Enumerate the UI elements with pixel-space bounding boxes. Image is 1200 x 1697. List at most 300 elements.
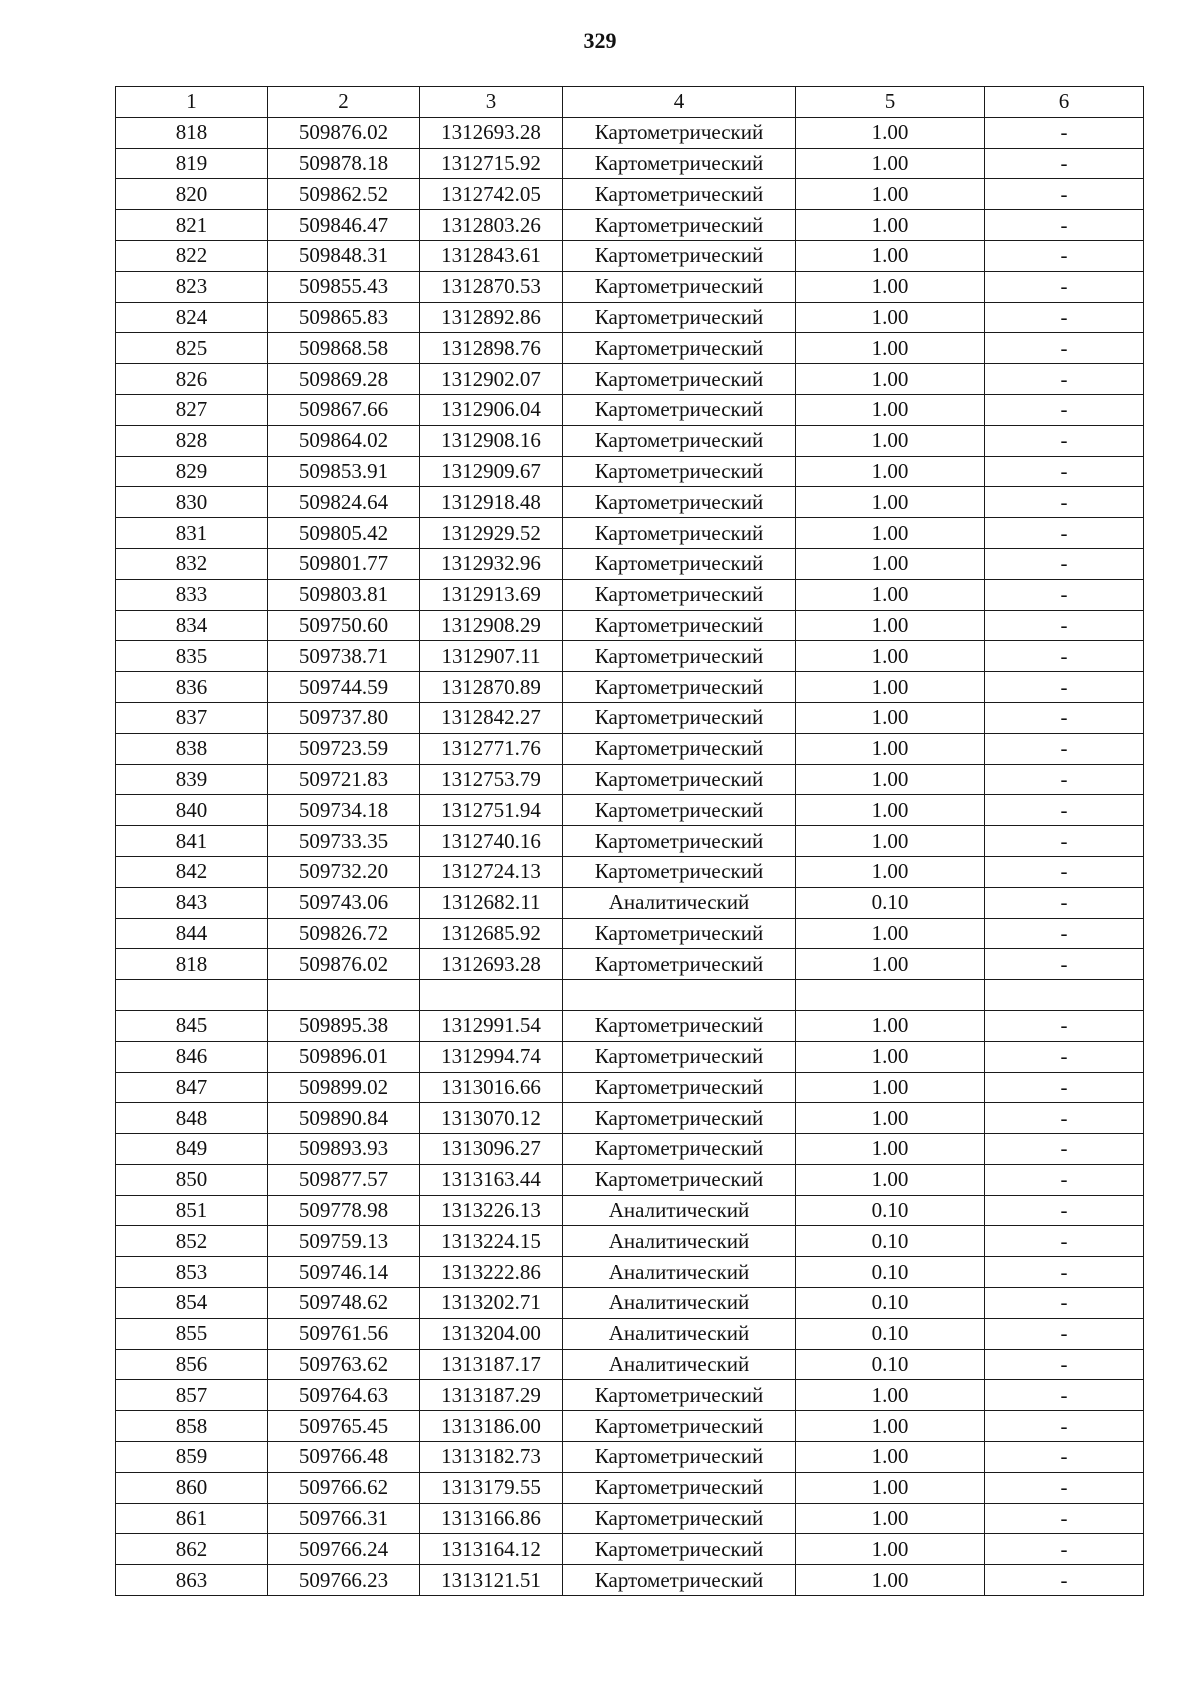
y-coordinate-cell: 1313182.73 [420, 1442, 563, 1473]
point-number-cell: 836 [116, 672, 268, 703]
table-row [116, 548, 1144, 579]
accuracy-cell: 1.00 [796, 1010, 985, 1041]
y-coordinate-cell: 1313224.15 [420, 1226, 563, 1257]
x-coordinate-cell: 509734.18 [268, 795, 420, 826]
x-coordinate-cell: 509765.45 [268, 1411, 420, 1442]
method-cell: Картометрический [563, 1442, 796, 1473]
point-number-cell: 818 [116, 117, 268, 148]
x-coordinate-cell: 509744.59 [268, 672, 420, 703]
accuracy-cell: 1.00 [796, 1565, 985, 1596]
column-header: 4 [563, 87, 796, 118]
note-cell: - [985, 1318, 1144, 1349]
method-cell: Картометрический [563, 518, 796, 549]
note-cell: - [985, 1195, 1144, 1226]
y-coordinate-cell: 1313187.17 [420, 1349, 563, 1380]
note-cell: - [985, 1349, 1144, 1380]
accuracy-cell: 1.00 [796, 1534, 985, 1565]
note-cell: - [985, 1010, 1144, 1041]
x-coordinate-cell: 509763.62 [268, 1349, 420, 1380]
accuracy-cell: 1.00 [796, 579, 985, 610]
note-cell: - [985, 548, 1144, 579]
x-coordinate-cell: 509877.57 [268, 1164, 420, 1195]
table-row [116, 1134, 1144, 1165]
note-cell [985, 980, 1144, 1011]
table-row [116, 918, 1144, 949]
point-number-cell: 822 [116, 240, 268, 271]
y-coordinate-cell [420, 980, 563, 1011]
accuracy-cell: 1.00 [796, 518, 985, 549]
y-coordinate-cell: 1312929.52 [420, 518, 563, 549]
table-row [116, 1472, 1144, 1503]
point-number-cell: 847 [116, 1072, 268, 1103]
method-cell: Картометрический [563, 795, 796, 826]
y-coordinate-cell: 1312906.04 [420, 394, 563, 425]
note-cell: - [985, 1072, 1144, 1103]
point-number-cell: 845 [116, 1010, 268, 1041]
y-coordinate-cell: 1312742.05 [420, 179, 563, 210]
x-coordinate-cell: 509732.20 [268, 856, 420, 887]
table-row [116, 887, 1144, 918]
x-coordinate-cell: 509899.02 [268, 1072, 420, 1103]
method-cell: Картометрический [563, 1565, 796, 1596]
note-cell: - [985, 456, 1144, 487]
method-cell: Аналитический [563, 887, 796, 918]
point-number-cell: 834 [116, 610, 268, 641]
column-header: 3 [420, 87, 563, 118]
note-cell: - [985, 1226, 1144, 1257]
accuracy-cell: 1.00 [796, 702, 985, 733]
y-coordinate-cell: 1312907.11 [420, 641, 563, 672]
note-cell: - [985, 1164, 1144, 1195]
point-number-cell: 859 [116, 1442, 268, 1473]
note-cell: - [985, 887, 1144, 918]
table-row [116, 1534, 1144, 1565]
table-row [116, 1072, 1144, 1103]
accuracy-cell: 0.10 [796, 887, 985, 918]
note-cell: - [985, 333, 1144, 364]
accuracy-cell: 1.00 [796, 1380, 985, 1411]
table-row [116, 826, 1144, 857]
accuracy-cell: 1.00 [796, 1472, 985, 1503]
x-coordinate-cell: 509733.35 [268, 826, 420, 857]
note-cell: - [985, 1442, 1144, 1473]
method-cell: Картометрический [563, 148, 796, 179]
x-coordinate-cell: 509723.59 [268, 733, 420, 764]
table-row [116, 1565, 1144, 1596]
y-coordinate-cell: 1313164.12 [420, 1534, 563, 1565]
note-cell: - [985, 518, 1144, 549]
table-row [116, 394, 1144, 425]
table-row [116, 1288, 1144, 1319]
note-cell: - [985, 148, 1144, 179]
note-cell: - [985, 1380, 1144, 1411]
table-body [116, 117, 1144, 1595]
x-coordinate-cell: 509895.38 [268, 1010, 420, 1041]
y-coordinate-cell: 1313016.66 [420, 1072, 563, 1103]
point-number-cell: 826 [116, 364, 268, 395]
accuracy-cell: 1.00 [796, 795, 985, 826]
table-row [116, 425, 1144, 456]
method-cell: Картометрический [563, 456, 796, 487]
y-coordinate-cell: 1312751.94 [420, 795, 563, 826]
method-cell: Картометрический [563, 179, 796, 210]
y-coordinate-cell: 1313204.00 [420, 1318, 563, 1349]
method-cell: Картометрический [563, 1041, 796, 1072]
y-coordinate-cell: 1312918.48 [420, 487, 563, 518]
table-row [116, 1195, 1144, 1226]
accuracy-cell: 1.00 [796, 1134, 985, 1165]
note-cell: - [985, 764, 1144, 795]
column-header: 2 [268, 87, 420, 118]
accuracy-cell: 1.00 [796, 148, 985, 179]
table-row [116, 1226, 1144, 1257]
accuracy-cell: 0.10 [796, 1195, 985, 1226]
x-coordinate-cell: 509878.18 [268, 148, 420, 179]
accuracy-cell: 1.00 [796, 764, 985, 795]
method-cell: Картометрический [563, 333, 796, 364]
y-coordinate-cell: 1312902.07 [420, 364, 563, 395]
note-cell: - [985, 210, 1144, 241]
column-header: 5 [796, 87, 985, 118]
table-row [116, 1257, 1144, 1288]
table-row [116, 210, 1144, 241]
accuracy-cell: 1.00 [796, 826, 985, 857]
table-row [116, 610, 1144, 641]
accuracy-cell: 1.00 [796, 333, 985, 364]
table-row [116, 179, 1144, 210]
y-coordinate-cell: 1312908.29 [420, 610, 563, 641]
x-coordinate-cell: 509876.02 [268, 949, 420, 980]
y-coordinate-cell: 1313187.29 [420, 1380, 563, 1411]
x-coordinate-cell: 509846.47 [268, 210, 420, 241]
point-number-cell: 861 [116, 1503, 268, 1534]
x-coordinate-cell: 509766.48 [268, 1442, 420, 1473]
method-cell: Картометрический [563, 1103, 796, 1134]
column-header: 1 [116, 87, 268, 118]
point-number-cell: 855 [116, 1318, 268, 1349]
note-cell: - [985, 425, 1144, 456]
table-header-row [116, 87, 1144, 118]
note-cell: - [985, 610, 1144, 641]
x-coordinate-cell: 509721.83 [268, 764, 420, 795]
note-cell: - [985, 364, 1144, 395]
note-cell: - [985, 487, 1144, 518]
method-cell: Картометрический [563, 364, 796, 395]
note-cell: - [985, 302, 1144, 333]
method-cell: Картометрический [563, 826, 796, 857]
note-cell: - [985, 240, 1144, 271]
x-coordinate-cell [268, 980, 420, 1011]
table-row [116, 487, 1144, 518]
y-coordinate-cell: 1313179.55 [420, 1472, 563, 1503]
point-number-cell: 828 [116, 425, 268, 456]
method-cell: Картометрический [563, 425, 796, 456]
method-cell: Аналитический [563, 1195, 796, 1226]
method-cell [563, 980, 796, 1011]
y-coordinate-cell: 1312898.76 [420, 333, 563, 364]
accuracy-cell: 1.00 [796, 856, 985, 887]
note-cell: - [985, 1288, 1144, 1319]
x-coordinate-cell: 509766.62 [268, 1472, 420, 1503]
method-cell: Картометрический [563, 1134, 796, 1165]
accuracy-cell: 1.00 [796, 1411, 985, 1442]
table-row [116, 1010, 1144, 1041]
accuracy-cell: 1.00 [796, 179, 985, 210]
x-coordinate-cell: 509805.42 [268, 518, 420, 549]
point-number-cell: 846 [116, 1041, 268, 1072]
accuracy-cell: 1.00 [796, 302, 985, 333]
y-coordinate-cell: 1313096.27 [420, 1134, 563, 1165]
table-row [116, 641, 1144, 672]
table-row [116, 302, 1144, 333]
x-coordinate-cell: 509766.31 [268, 1503, 420, 1534]
method-cell: Картометрический [563, 702, 796, 733]
accuracy-cell: 0.10 [796, 1318, 985, 1349]
y-coordinate-cell: 1312693.28 [420, 949, 563, 980]
point-number-cell: 858 [116, 1411, 268, 1442]
accuracy-cell: 0.10 [796, 1257, 985, 1288]
y-coordinate-cell: 1312870.89 [420, 672, 563, 703]
table-row [116, 117, 1144, 148]
table-row [116, 1380, 1144, 1411]
table-row [116, 672, 1144, 703]
accuracy-cell: 1.00 [796, 548, 985, 579]
note-cell: - [985, 1565, 1144, 1596]
y-coordinate-cell: 1313202.71 [420, 1288, 563, 1319]
x-coordinate-cell: 509848.31 [268, 240, 420, 271]
accuracy-cell: 1.00 [796, 456, 985, 487]
note-cell: - [985, 1257, 1144, 1288]
y-coordinate-cell: 1313166.86 [420, 1503, 563, 1534]
method-cell: Картометрический [563, 548, 796, 579]
note-cell: - [985, 1041, 1144, 1072]
x-coordinate-cell: 509750.60 [268, 610, 420, 641]
point-number-cell: 854 [116, 1288, 268, 1319]
note-cell: - [985, 117, 1144, 148]
accuracy-cell: 0.10 [796, 1226, 985, 1257]
method-cell: Картометрический [563, 240, 796, 271]
point-number-cell [116, 980, 268, 1011]
accuracy-cell: 1.00 [796, 1503, 985, 1534]
point-number-cell: 850 [116, 1164, 268, 1195]
note-cell: - [985, 1103, 1144, 1134]
x-coordinate-cell: 509824.64 [268, 487, 420, 518]
accuracy-cell: 1.00 [796, 672, 985, 703]
method-cell: Картометрический [563, 579, 796, 610]
table-row [116, 456, 1144, 487]
note-cell: - [985, 271, 1144, 302]
x-coordinate-cell: 509761.56 [268, 1318, 420, 1349]
coordinates-table [115, 86, 1144, 1596]
accuracy-cell: 1.00 [796, 1072, 985, 1103]
point-number-cell: 823 [116, 271, 268, 302]
accuracy-cell: 1.00 [796, 240, 985, 271]
point-number-cell: 862 [116, 1534, 268, 1565]
y-coordinate-cell: 1313226.13 [420, 1195, 563, 1226]
accuracy-cell: 1.00 [796, 394, 985, 425]
accuracy-cell: 1.00 [796, 364, 985, 395]
x-coordinate-cell: 509893.93 [268, 1134, 420, 1165]
point-number-cell: 860 [116, 1472, 268, 1503]
y-coordinate-cell: 1312685.92 [420, 918, 563, 949]
accuracy-cell: 1.00 [796, 610, 985, 641]
point-number-cell: 831 [116, 518, 268, 549]
x-coordinate-cell: 509803.81 [268, 579, 420, 610]
y-coordinate-cell: 1312771.76 [420, 733, 563, 764]
note-cell: - [985, 918, 1144, 949]
table-row [116, 702, 1144, 733]
x-coordinate-cell: 509862.52 [268, 179, 420, 210]
note-cell: - [985, 826, 1144, 857]
y-coordinate-cell: 1312753.79 [420, 764, 563, 795]
y-coordinate-cell: 1312870.53 [420, 271, 563, 302]
accuracy-cell [796, 980, 985, 1011]
method-cell: Картометрический [563, 394, 796, 425]
table-row [116, 980, 1144, 1011]
x-coordinate-cell: 509748.62 [268, 1288, 420, 1319]
table-row [116, 764, 1144, 795]
x-coordinate-cell: 509864.02 [268, 425, 420, 456]
point-number-cell: 833 [116, 579, 268, 610]
method-cell: Аналитический [563, 1257, 796, 1288]
method-cell: Картометрический [563, 1380, 796, 1411]
x-coordinate-cell: 509778.98 [268, 1195, 420, 1226]
table-row [116, 271, 1144, 302]
table-row [116, 364, 1144, 395]
note-cell: - [985, 179, 1144, 210]
point-number-cell: 835 [116, 641, 268, 672]
y-coordinate-cell: 1312843.61 [420, 240, 563, 271]
accuracy-cell: 1.00 [796, 1442, 985, 1473]
column-header: 6 [985, 87, 1144, 118]
note-cell: - [985, 1472, 1144, 1503]
accuracy-cell: 1.00 [796, 271, 985, 302]
x-coordinate-cell: 509890.84 [268, 1103, 420, 1134]
point-number-cell: 837 [116, 702, 268, 733]
table-row [116, 1103, 1144, 1134]
method-cell: Картометрический [563, 672, 796, 703]
table-row [116, 795, 1144, 826]
note-cell: - [985, 733, 1144, 764]
x-coordinate-cell: 509766.24 [268, 1534, 420, 1565]
table-row [116, 733, 1144, 764]
point-number-cell: 842 [116, 856, 268, 887]
point-number-cell: 857 [116, 1380, 268, 1411]
method-cell: Картометрический [563, 1010, 796, 1041]
x-coordinate-cell: 509867.66 [268, 394, 420, 425]
y-coordinate-cell: 1312842.27 [420, 702, 563, 733]
y-coordinate-cell: 1313186.00 [420, 1411, 563, 1442]
point-number-cell: 838 [116, 733, 268, 764]
page-number: 329 [583, 28, 617, 53]
point-number-cell: 843 [116, 887, 268, 918]
point-number-cell: 832 [116, 548, 268, 579]
accuracy-cell: 1.00 [796, 1041, 985, 1072]
note-cell: - [985, 579, 1144, 610]
y-coordinate-cell: 1312724.13 [420, 856, 563, 887]
x-coordinate-cell: 509855.43 [268, 271, 420, 302]
accuracy-cell: 1.00 [796, 641, 985, 672]
y-coordinate-cell: 1312932.96 [420, 548, 563, 579]
y-coordinate-cell: 1312682.11 [420, 887, 563, 918]
x-coordinate-cell: 509759.13 [268, 1226, 420, 1257]
table-row [116, 1503, 1144, 1534]
x-coordinate-cell: 509869.28 [268, 364, 420, 395]
method-cell: Аналитический [563, 1349, 796, 1380]
x-coordinate-cell: 509764.63 [268, 1380, 420, 1411]
point-number-cell: 830 [116, 487, 268, 518]
method-cell: Картометрический [563, 1472, 796, 1503]
note-cell: - [985, 795, 1144, 826]
y-coordinate-cell: 1312913.69 [420, 579, 563, 610]
accuracy-cell: 1.00 [796, 1103, 985, 1134]
method-cell: Аналитический [563, 1226, 796, 1257]
point-number-cell: 853 [116, 1257, 268, 1288]
x-coordinate-cell: 509737.80 [268, 702, 420, 733]
accuracy-cell: 1.00 [796, 949, 985, 980]
table-row [116, 856, 1144, 887]
note-cell: - [985, 1534, 1144, 1565]
method-cell: Картометрический [563, 764, 796, 795]
accuracy-cell: 0.10 [796, 1349, 985, 1380]
point-number-cell: 818 [116, 949, 268, 980]
table-row [116, 333, 1144, 364]
point-number-cell: 844 [116, 918, 268, 949]
note-cell: - [985, 856, 1144, 887]
point-number-cell: 851 [116, 1195, 268, 1226]
method-cell: Картометрический [563, 117, 796, 148]
accuracy-cell: 0.10 [796, 1288, 985, 1319]
x-coordinate-cell: 509868.58 [268, 333, 420, 364]
table-row [116, 518, 1144, 549]
note-cell: - [985, 702, 1144, 733]
accuracy-cell: 1.00 [796, 918, 985, 949]
point-number-cell: 840 [116, 795, 268, 826]
note-cell: - [985, 394, 1144, 425]
y-coordinate-cell: 1312803.26 [420, 210, 563, 241]
point-number-cell: 841 [116, 826, 268, 857]
method-cell: Картометрический [563, 302, 796, 333]
note-cell: - [985, 641, 1144, 672]
x-coordinate-cell: 509738.71 [268, 641, 420, 672]
x-coordinate-cell: 509896.01 [268, 1041, 420, 1072]
accuracy-cell: 1.00 [796, 425, 985, 456]
point-number-cell: 819 [116, 148, 268, 179]
point-number-cell: 852 [116, 1226, 268, 1257]
point-number-cell: 825 [116, 333, 268, 364]
method-cell: Картометрический [563, 1534, 796, 1565]
note-cell: - [985, 1503, 1144, 1534]
x-coordinate-cell: 509801.77 [268, 548, 420, 579]
y-coordinate-cell: 1313222.86 [420, 1257, 563, 1288]
point-number-cell: 863 [116, 1565, 268, 1596]
method-cell: Картометрический [563, 1164, 796, 1195]
y-coordinate-cell: 1313163.44 [420, 1164, 563, 1195]
method-cell: Аналитический [563, 1318, 796, 1349]
method-cell: Картометрический [563, 733, 796, 764]
method-cell: Картометрический [563, 271, 796, 302]
x-coordinate-cell: 509766.23 [268, 1565, 420, 1596]
point-number-cell: 829 [116, 456, 268, 487]
note-cell: - [985, 1411, 1144, 1442]
y-coordinate-cell: 1312994.74 [420, 1041, 563, 1072]
table-row [116, 1318, 1144, 1349]
point-number-cell: 849 [116, 1134, 268, 1165]
point-number-cell: 856 [116, 1349, 268, 1380]
table-row [116, 148, 1144, 179]
method-cell: Картометрический [563, 856, 796, 887]
table-row [116, 240, 1144, 271]
